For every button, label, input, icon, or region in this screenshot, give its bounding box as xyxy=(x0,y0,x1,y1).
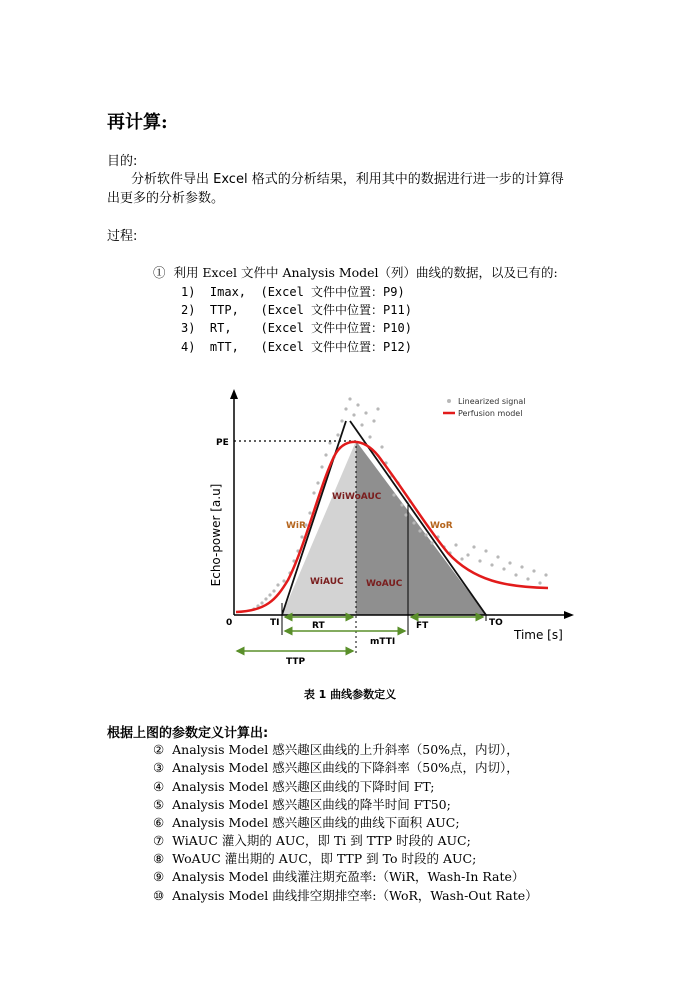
purpose-label: 目的: xyxy=(107,154,138,169)
process-sub-item: 4) mTT, (Excel 文件中位置：P12) xyxy=(181,340,412,354)
legend-signal-label: Linearized signal xyxy=(458,397,526,406)
calc-item: ⑨ Analysis Model 曲线灌注期充盈率:（WiR，Wash-In Rate） xyxy=(153,869,525,884)
process-sub-item: 3) RT, (Excel 文件中位置：P10) xyxy=(181,321,412,335)
calc-item: ⑥ Analysis Model 感兴趣区曲线的曲线下面积 AUC; xyxy=(153,815,460,830)
calc-heading: 根据上图的参数定义计算出: xyxy=(107,726,269,741)
calc-item: ③ Analysis Model 感兴趣区曲线的下降斜率（50%点，内切）， xyxy=(153,760,519,775)
wir-label: WiR xyxy=(286,521,306,531)
calc-item: ④ Analysis Model 感兴趣区曲线的下降时间 FT; xyxy=(153,779,435,794)
calc-item: ⑩ Analysis Model 曲线排空期排空率:（WoR，Wash-Out Rate） xyxy=(153,888,538,903)
to-label: TO xyxy=(489,618,503,628)
pe-label: PE xyxy=(216,438,229,448)
woauc-label: WoAUC xyxy=(366,579,403,589)
x-axis-arrow xyxy=(564,611,574,619)
process-sub-item: 1) Imax, (Excel 文件中位置：P9) xyxy=(181,285,405,299)
page-title: 再计算: xyxy=(107,112,168,133)
purpose-line-1: 分析软件导出 Excel 格式的分析结果，利用其中的数据进行进一步的计算得 xyxy=(131,172,564,187)
wiwoauc-label: WiWoAUC xyxy=(332,492,382,502)
wiauc-label: WiAUC xyxy=(310,577,344,587)
rt-label: RT xyxy=(312,621,325,631)
legend-signal-marker xyxy=(447,399,451,403)
calc-item: ② Analysis Model 感兴趣区曲线的上升斜率（50%点，内切）， xyxy=(153,742,519,757)
perfusion-curve-figure xyxy=(196,385,586,675)
calc-item: ⑦ WiAUC 灌入期的 AUC，即 Ti 到 TTP 时段的 AUC; xyxy=(153,833,471,848)
figure-caption: 表 1 曲线参数定义 xyxy=(303,688,397,701)
calc-item: ⑤ Analysis Model 感兴趣区曲线的降半时间 FT50; xyxy=(153,797,451,812)
origin-label: 0 xyxy=(226,618,233,628)
ft-label: FT xyxy=(416,621,429,631)
legend-model-label: Perfusion model xyxy=(458,409,523,418)
y-axis-arrow xyxy=(230,389,238,399)
process-label: 过程: xyxy=(107,229,138,244)
ti-label: TI xyxy=(270,618,280,628)
x-axis-label: Time [s] xyxy=(514,628,563,642)
purpose-line-2: 出更多的分析参数。 xyxy=(107,191,225,206)
mtti-label: mTTI xyxy=(370,637,396,647)
wor-label: WoR xyxy=(430,521,453,531)
y-axis-label: Echo-power [a.u] xyxy=(209,483,223,587)
calc-item: ⑧ WoAUC 灌出期的 AUC，即 TTP 到 To 时段的 AUC; xyxy=(153,851,477,866)
process-step-1: ① 利用 Excel 文件中 Analysis Model（列）曲线的数据，以及已有的: xyxy=(153,265,558,280)
process-sub-item: 2) TTP, (Excel 文件中位置：P11) xyxy=(181,303,412,317)
ttp-label: TTP xyxy=(286,657,306,667)
